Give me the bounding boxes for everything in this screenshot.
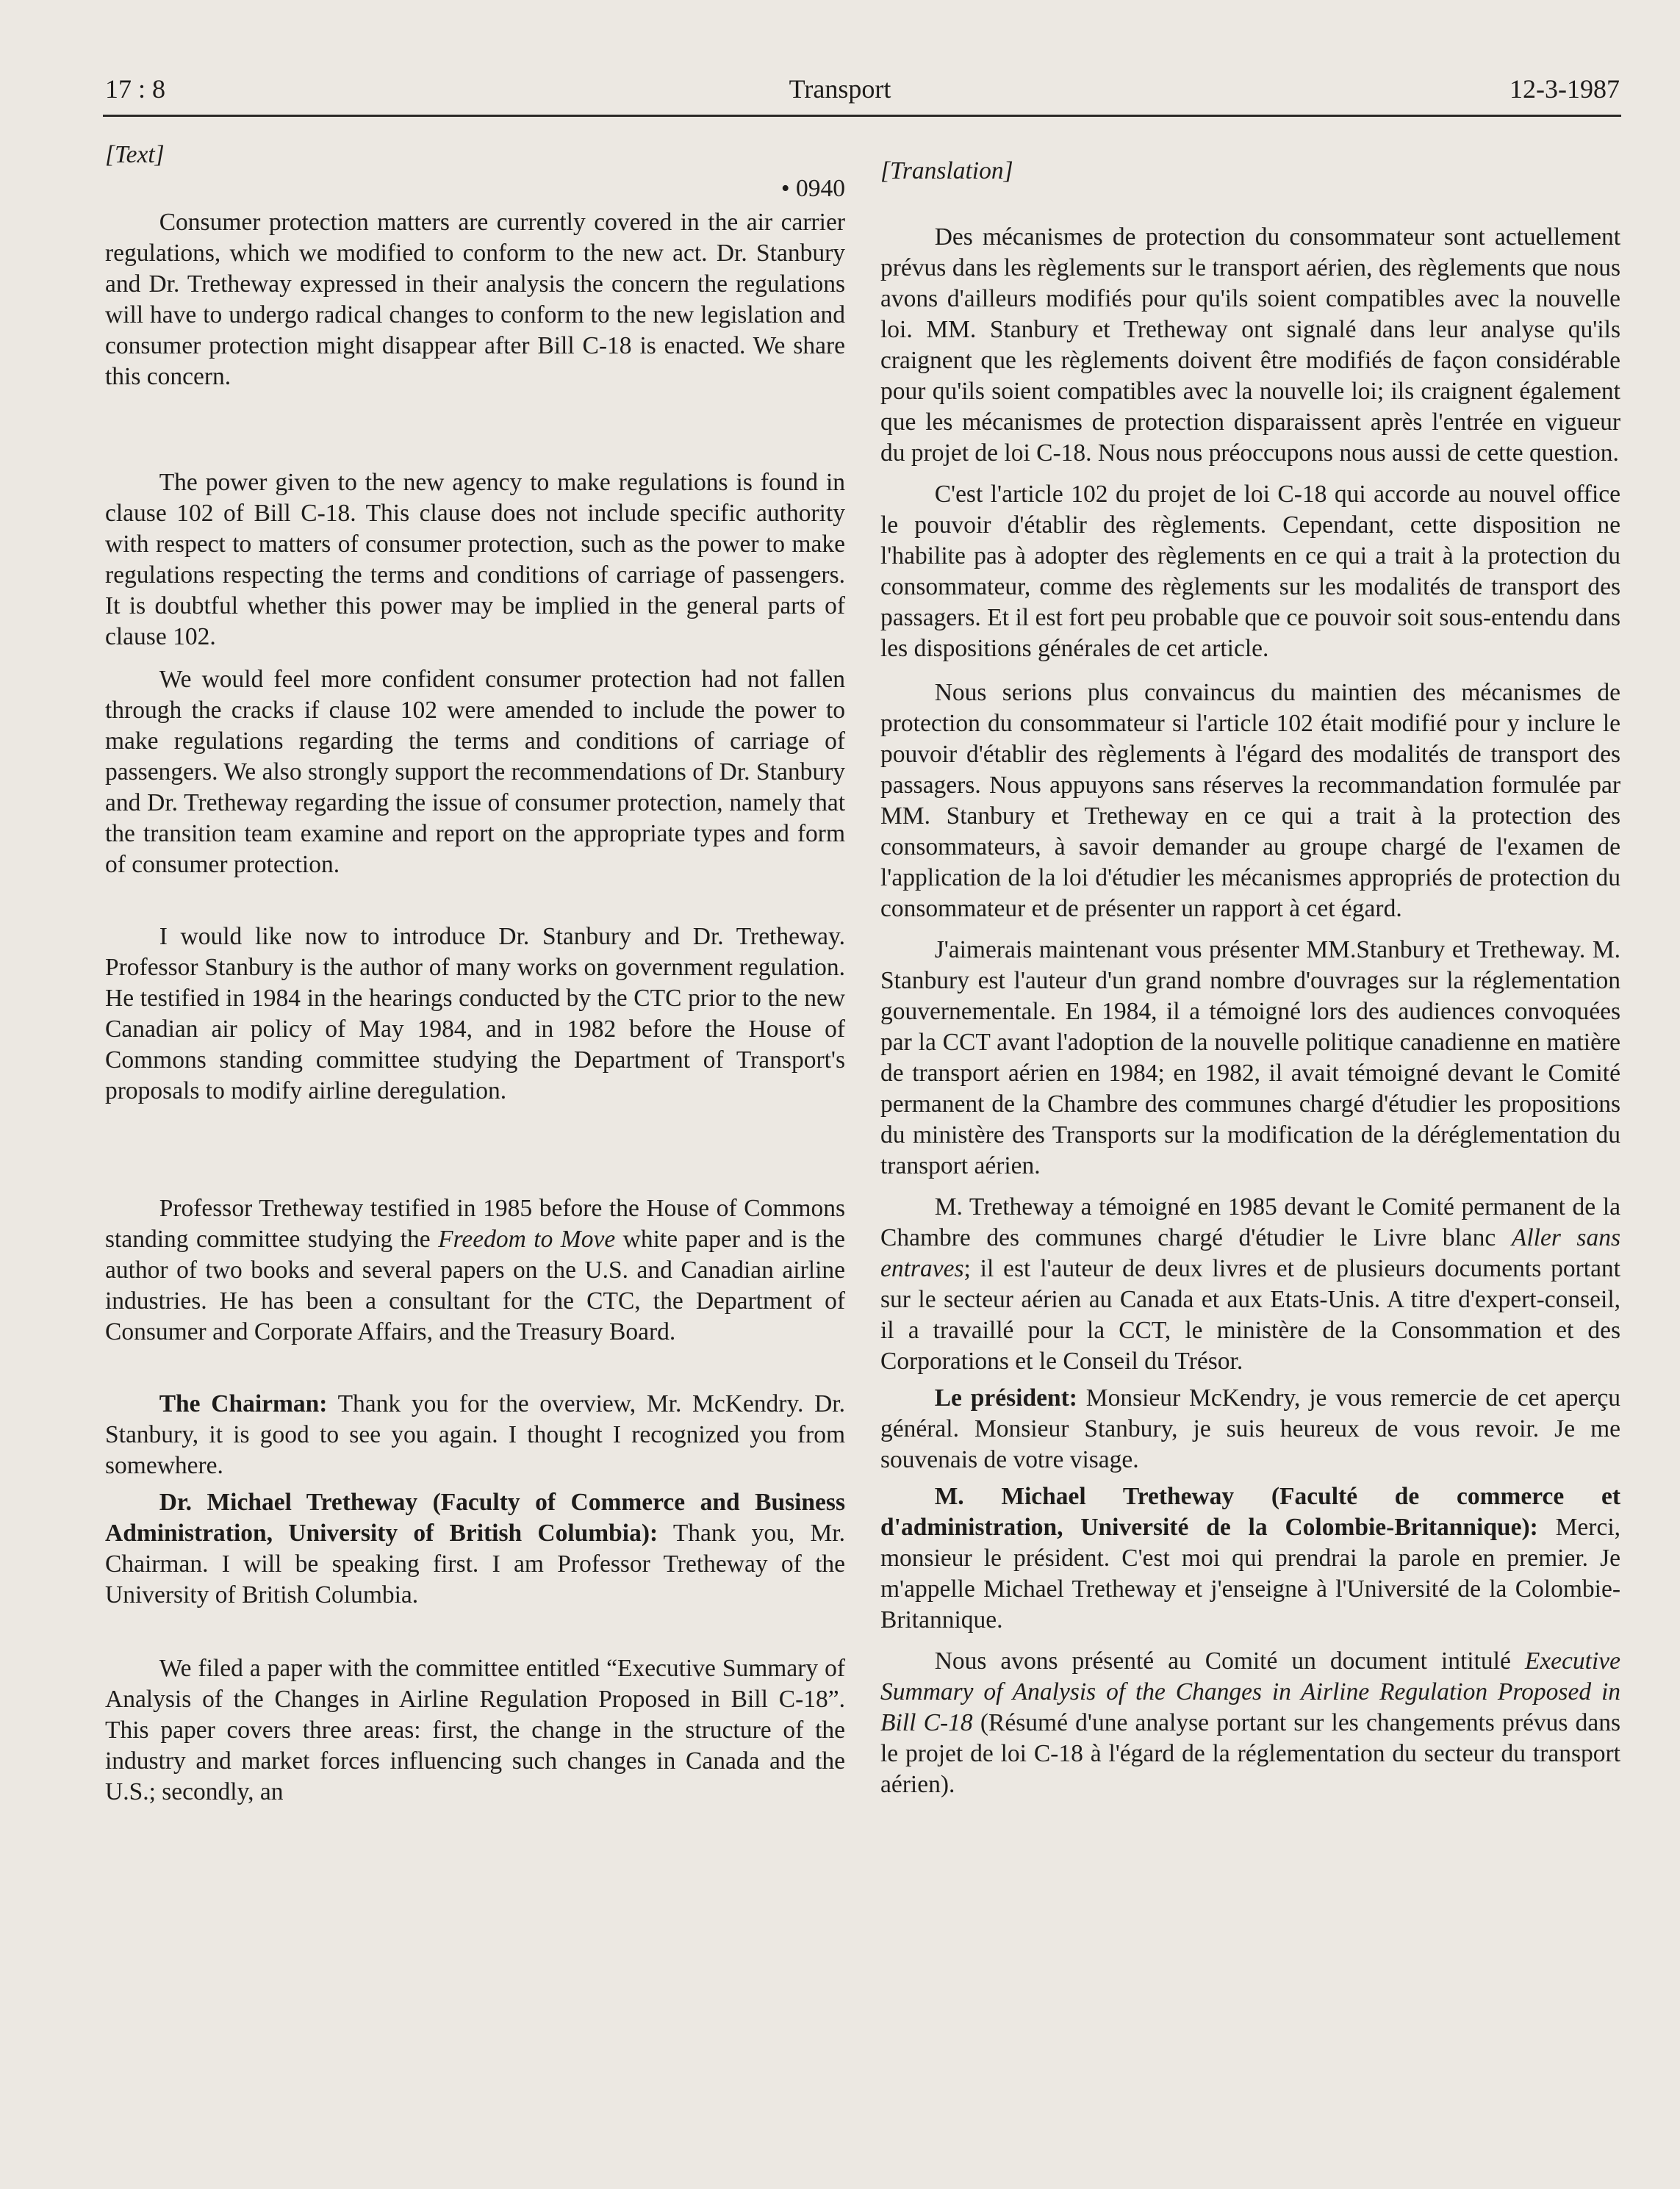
header-date: 12-3-1987: [1510, 74, 1620, 104]
french-paragraph-2: C'est l'article 102 du projet de loi C-18 qui accorde au nouvel office le pouvoir d'établir des règlements. Cependant, cette disposition ne l'habilite pas à adopter des règlements en ce qui a trait à la protection du consommateur, comme des règlements sur les modalités de transport des passagers. Et il est fort peu probable que ce pouvoir soit sous-entendu dans les dispositions générales de cet article.: [880, 481, 1620, 662]
page-number: 17 : 8: [105, 74, 166, 104]
english-p5-italic: Freedom to Move: [438, 1226, 616, 1253]
french-paragraph-5: [880, 1192, 1620, 1377]
french-speaker-tretheway: M. Michael Tretheway (Faculté de commerce et d'administration, Université de la Colombie-Britannique):: [880, 1483, 1620, 1541]
french-column: [880, 140, 1620, 1800]
english-speaker-chairman: The Chairman:: [159, 1390, 328, 1417]
french-paragraph-4: J'aimerais maintenant vous présenter MM.Stanbury et Tretheway. M. Stanbury est l'auteur d'un grand nombre d'ouvrages sur la réglementation gouvernementale. En 1984, il a témoigné lors des audiences convoquées par la CCT avant l'adoption de la nouvelle politique canadienne en matière de transport aérien en 1984; en 1982, il avait témoigné devant le Comité permanent de la Chambre des communes chargé d'étudier les propositions du ministère des Transports sur la modification de la déréglementation du transport aérien.: [880, 936, 1620, 1179]
french-p7-text: Merci, monsieur le président. C'est moi qui prendrai la parole en premier. Je m'appelle Michael Tretheway et j'enseigne à l'Université de la Colombie-Britannique.: [880, 1514, 1621, 1633]
timecode: • 0940: [780, 175, 845, 202]
french-tag: [Translation]: [880, 157, 1013, 184]
english-paragraph-6: [105, 1389, 845, 1481]
english-paragraph-2: The power given to the new agency to make regulations is found in clause 102 of Bill C-18. This clause does not include specific authority with respect to matters of consumer protection, such as the power to make regulations respecting the terms and conditions of carriage of passengers. It is doubtful whether this power may be implied in the general parts of clause 102.: [105, 469, 845, 650]
english-tag: [Text]: [105, 141, 165, 168]
french-p6-text: Monsieur McKendry, je vous remercie de cet aperçu général. Monsieur Stanbury, je suis heureux de vous revoir. Je me souvenais de votre visage.: [880, 1384, 1621, 1473]
french-paragraph-3: Nous serions plus convaincus du maintien des mécanismes de protection du consommateur si l'article 102 était modifié pour y inclure le pouvoir d'établir des règlements à l'égard des modalités de transport des passagers. Nous appuyons sans réserves la recommandation formulée par MM. Stanbury et Tretheway en ce qui a trait à la protection des consommateurs, à savoir demander au groupe chargé de l'examen de l'application de la loi d'étudier les mécanismes appropriés de protection du consommateur et de présenter un rapport à cet égard.: [880, 679, 1620, 922]
french-paragraph-6: [880, 1383, 1620, 1475]
french-speaker-president: Le président:: [934, 1384, 1077, 1412]
english-p7-text: Thank you, Mr. Chairman. I will be speaking first. I am Professor Tretheway of the University of British Columbia.: [105, 1520, 845, 1608]
english-p5-text-a: Professor Tretheway testified in 1985 before the House of Commons standing committee studying the: [105, 1195, 845, 1253]
english-paragraph-5: [105, 1193, 845, 1348]
english-p5-text-b: white paper and is the author of two books and several papers on the U.S. and Canadian airline industries. He has been a consultant for the CTC, the Department of Consumer and Corporate Affairs, and the Treasury Board.: [105, 1226, 846, 1345]
english-paragraph-7: [105, 1487, 845, 1611]
english-speaker-tretheway: Dr. Michael Tretheway (Faculty of Commerce and Business Administration, University of British Columbia):: [105, 1489, 845, 1547]
english-p6-text: Thank you for the overview, Mr. McKendry. Dr. Stanbury, it is good to see you again. I thought I recognized you from somewhere.: [105, 1390, 845, 1479]
french-p5-text-b: ; il est l'auteur de deux livres et de plusieurs documents portant sur le secteur aérien au Canada et aux Etats-Unis. A titre d'expert-conseil, il a travaillé pour la CCT, le ministère de la Consommation et des Corporations et le Conseil du Trésor.: [880, 1255, 1620, 1375]
header-rule: [103, 115, 1621, 117]
french-paragraph-1: Des mécanismes de protection du consommateur sont actuellement prévus dans les règlements sur le transport aérien, des règlements que nous avons d'ailleurs modifiés pour qu'ils soient compatibles avec la nouvelle loi. MM. Stanbury et Tretheway ont signalé dans leur analyse qu'ils craignent que les règlements doivent être modifiés de façon considérable pour qu'ils soient compatibles avec la nouvelle loi; ils craignent également que les mécanismes de protection disparaissent après l'entrée en vigueur du projet de loi C-18. Nous nous préoccupons nous aussi de cette question.: [880, 223, 1620, 467]
english-paragraph-3: We would feel more confident consumer protection had not fallen through the cracks if clause 102 were amended to include the power to make regulations regarding the terms and conditions of carriage of passengers. We also strongly support the recommendations of Dr. Stanbury and Dr. Tretheway regarding the issue of consumer protection, namely that the transition team examine and report on the appropriate types and form of consumer protection.: [105, 666, 845, 878]
french-p5-text-a: M. Tretheway a témoigné en 1985 devant le Comité permanent de la Chambre des communes chargé d'étudier le Livre blanc: [880, 1193, 1620, 1251]
french-p8-text-a: Nous avons présenté au Comité un document intitulé: [934, 1647, 1511, 1675]
english-paragraph-4: I would like now to introduce Dr. Stanbury and Dr. Tretheway. Professor Stanbury is the author of many works on government regulation. He testified in 1984 in the hearings conducted by the CTC prior to the new Canadian air policy of May 1984, and in 1982 before the House of Commons standing committee studying the Department of Transport's proposals to modify airline deregulation.: [105, 923, 845, 1104]
english-column: [105, 140, 845, 1808]
english-paragraph-1: Consumer protection matters are currently covered in the air carrier regulations, which we modified to conform to the new act. Dr. Stanbury and Dr. Tretheway expressed in their analysis the concern the regulations will have to undergo radical changes to conform to the new legislation and consumer protection might disappear after Bill C-18 is enacted. We share this concern.: [105, 209, 845, 390]
french-p8-text-b: (Résumé d'une analyse portant sur les changements prévus dans le projet de loi C-18 à l'égard de la réglementation du secteur du transport aérien).: [880, 1709, 1621, 1798]
french-p8-italic: Executive Summary of Analysis of the Changes in Airline Regulation Proposed in Bill C-18: [880, 1647, 1620, 1736]
french-paragraph-7: [880, 1481, 1620, 1636]
english-paragraph-8: We filed a paper with the committee entitled “Executive Summary of Analysis of the Changes in Airline Regulation Proposed in Bill C-18”. This paper covers three areas: first, the change in the structure of the industry and market forces influencing such changes in Canada and the U.S.; secondly, an: [105, 1655, 845, 1805]
running-title: Transport: [789, 74, 891, 104]
french-p5-italic: Aller sans entraves: [880, 1224, 1621, 1282]
french-paragraph-8: [880, 1646, 1620, 1800]
